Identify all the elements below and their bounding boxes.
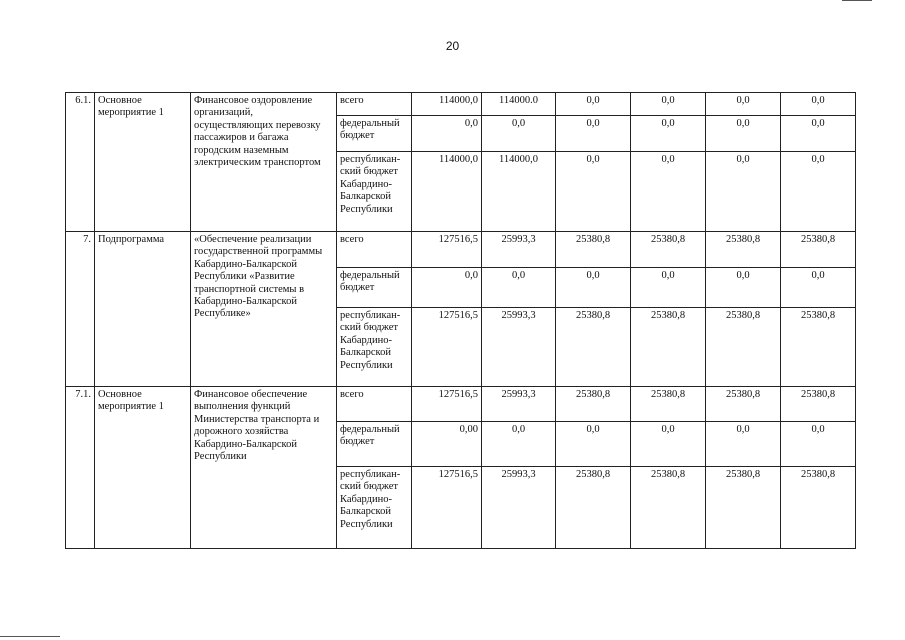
row-number: 6.1. [66,93,95,232]
amount-cell: 25380,8 [556,232,631,268]
amount-cell: 0,0 [556,93,631,116]
table-row [66,387,856,422]
amount-cell: 127516,5 [412,467,482,549]
funding-source: федеральный бюджет [337,116,412,152]
row-name: Финансовое обеспечение выполнения функций Министерства транспорта и дорожного хозяйства Кабардино-Балкарской Республики [191,387,337,549]
row-type: Основное мероприятие 1 [95,93,191,232]
funding-source: республикан-ский бюджет Кабардино-Балкарской Республики [337,308,412,387]
amount-cell: 0,0 [706,152,781,232]
amount-cell: 0,0 [706,268,781,308]
amount-cell: 0,0 [631,93,706,116]
amount-cell: 0,0 [412,268,482,308]
budget-table [65,92,856,549]
amount-cell: 25380,8 [631,467,706,549]
amount-cell: 25993,3 [482,232,556,268]
amount-cell: 25380,8 [706,308,781,387]
funding-source: всего [337,387,412,422]
amount-cell: 25380,8 [781,467,856,549]
amount-cell: 25993,3 [482,308,556,387]
amount-cell: 0,0 [482,422,556,467]
scan-artifact [842,0,872,1]
amount-cell: 25380,8 [781,308,856,387]
amount-cell: 0,0 [706,116,781,152]
amount-cell: 0,0 [412,116,482,152]
amount-cell: 25380,8 [706,467,781,549]
amount-cell: 127516,5 [412,387,482,422]
amount-cell: 25380,8 [706,232,781,268]
amount-cell: 114000,0 [412,152,482,232]
table-row [66,232,856,268]
page-number: 20 [445,39,460,53]
amount-cell: 0,0 [631,116,706,152]
amount-cell: 25993,3 [482,387,556,422]
amount-cell: 0,0 [482,268,556,308]
amount-cell: 25380,8 [631,232,706,268]
amount-cell: 114000.0 [482,93,556,116]
amount-cell: 25380,8 [781,387,856,422]
amount-cell: 127516,5 [412,232,482,268]
amount-cell: 25380,8 [631,308,706,387]
amount-cell: 114000,0 [482,152,556,232]
amount-cell: 0,0 [482,116,556,152]
amount-cell: 127516,5 [412,308,482,387]
amount-cell: 0,0 [556,152,631,232]
amount-cell: 25380,8 [556,467,631,549]
row-number: 7. [66,232,95,387]
amount-cell: 114000,0 [412,93,482,116]
funding-source: республикан-ский бюджет Кабардино-Балкарской Республики [337,467,412,549]
funding-source: всего [337,93,412,116]
amount-cell: 25380,8 [631,387,706,422]
amount-cell: 25993,3 [482,467,556,549]
row-name: Финансовое оздоровление организаций, осуществляющих перевозку пассажиров и багажа городским наземным электрическим транспортом [191,93,337,232]
amount-cell: 25380,8 [781,232,856,268]
amount-cell: 0,0 [631,422,706,467]
amount-cell: 0,0 [781,116,856,152]
amount-cell: 0,0 [781,422,856,467]
amount-cell: 0,0 [781,93,856,116]
amount-cell: 25380,8 [706,387,781,422]
amount-cell: 0,0 [781,268,856,308]
amount-cell: 0,0 [556,268,631,308]
funding-source: всего [337,232,412,268]
amount-cell: 0,0 [556,116,631,152]
row-name: «Обеспечение реализации государственной программы Кабардино-Балкарской Республики «Развитие транспортной системы в Кабардино-Балкарской Республике» [191,232,337,387]
amount-cell: 25380,8 [556,387,631,422]
amount-cell: 0,0 [706,93,781,116]
table-row [66,93,856,116]
funding-source: федеральный бюджет [337,268,412,308]
amount-cell: 0,0 [781,152,856,232]
amount-cell: 0,00 [412,422,482,467]
amount-cell: 0,0 [556,422,631,467]
row-type: Основное мероприятие 1 [95,387,191,549]
amount-cell: 0,0 [631,268,706,308]
scan-artifact [0,636,60,637]
funding-source: республикан-ский бюджет Кабардино-Балкарской Республики [337,152,412,232]
funding-source: федеральный бюджет [337,422,412,467]
amount-cell: 25380,8 [556,308,631,387]
row-number: 7.1. [66,387,95,549]
row-type: Подпрограмма [95,232,191,387]
amount-cell: 0,0 [706,422,781,467]
amount-cell: 0,0 [631,152,706,232]
